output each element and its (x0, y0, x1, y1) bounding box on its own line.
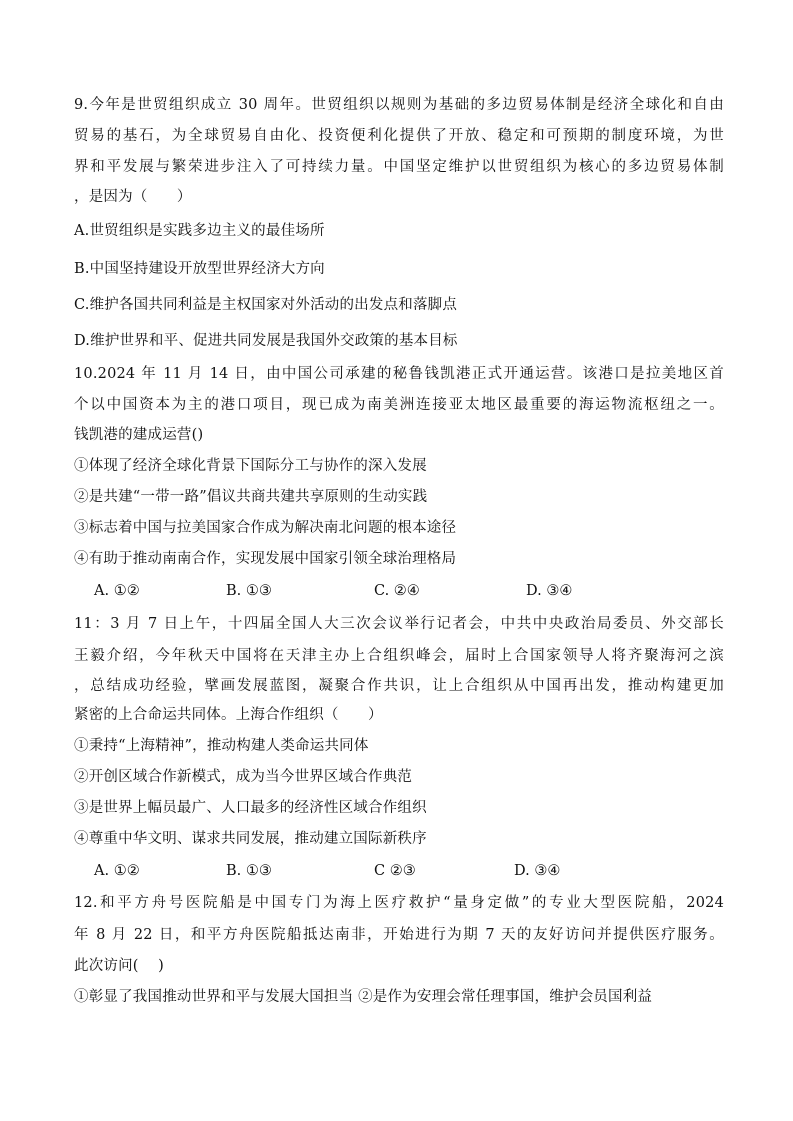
q9-option-c: C.维护各国共同利益是主权国家对外活动的出发点和落脚点 (74, 297, 458, 313)
q11-choice-a: A. ①② (94, 863, 140, 879)
q11-choices (94, 860, 654, 882)
q11-statement-1: ①秉持“上海精神”，推动构建人类命运共同体 (74, 738, 369, 754)
q10-statement-3: ③标志着中国与拉美国家合作成为解决南北问题的根本途径 (74, 520, 457, 536)
q11-choice-c: C ②③ (374, 863, 416, 879)
q10-choices (94, 580, 654, 602)
q11-stem-line-3: ，总结成功经验，擘画发展蓝图，凝聚合作共识，让上合组织从中国再出发，推动构建更加 (74, 678, 724, 694)
q12-stem-line-3: 此次访问( ) (74, 958, 165, 974)
q10-choice-a: A. ①② (94, 583, 140, 599)
q11-stem-line-1: 11：3 月 7 日上午，十四届全国人大三次会议举行记者会，中共中央政治局委员、外交部长 (74, 616, 724, 632)
q10-choice-d: D. ③④ (526, 583, 573, 599)
q11-stem-line-4: 紧密的上合命运共同体。上海合作组织（ ） (74, 707, 383, 723)
q11-statement-4: ④尊重中华文明、谋求共同发展，推动建立国际新秩序 (74, 831, 427, 847)
q12-stem-line-1: 12.和平方舟号医院船是中国专门为海上医疗救护“量身定做”的专业大型医院船，2024 (74, 895, 724, 911)
q9-option-b: B.中国坚持建设开放型世界经济大方向 (74, 261, 325, 277)
q10-stem-line-3: 钱凯港的建成运营() (74, 427, 204, 443)
q11-statement-2: ②开创区域合作新模式，成为当今世界区域合作典范 (74, 769, 413, 785)
q11-choice-b: B. ①③ (226, 863, 272, 879)
q12-statement-1: ①彰显了我国推动世界和平与发展大国担当 ②是作为安理会常任理事国，维护会员国利益 (74, 989, 653, 1005)
q9-stem-line-4: ，是因为（ ） (74, 189, 192, 205)
q9-stem-line-3: 界和平发展与繁荣进步注入了可持续力量。中国坚定维护以世贸组织为核心的多边贸易体制 (74, 159, 724, 175)
q10-statement-1: ①体现了经济全球化背景下国际分工与协作的深入发展 (74, 458, 427, 474)
q10-stem-line-1: 10.2024 年 11 月 14 日，由中国公司承建的秘鲁钱凯港正式开通运营。该港口是拉美地区首 (74, 366, 724, 382)
q10-choice-b: B. ①③ (226, 583, 272, 599)
q12-stem-line-2: 年 8 月 22 日，和平方舟医院船抵达南非，开始进行为期 7 天的友好访问并提供医疗服务。 (74, 927, 724, 943)
q10-statement-2: ②是共建“一带一路”倡议共商共建共享原则的生动实践 (74, 489, 428, 505)
q10-statement-4: ④有助于推动南南合作，实现发展中国家引领全球治理格局 (74, 551, 457, 567)
q9-stem-line-1: 9.今年是世贸组织成立 30 周年。世贸组织以规则为基础的多边贸易体制是经济全球化和自由 (74, 97, 724, 113)
q9-stem-line-2: 贸易的基石，为全球贸易自由化、投资便利化提供了开放、稳定和可预期的制度环境，为世 (74, 128, 724, 144)
q9-option-a: A.世贸组织是实践多边主义的最佳场所 (74, 223, 325, 239)
q9-option-d: D.维护世界和平、促进共同发展是我国外交政策的基本目标 (74, 333, 458, 349)
q11-statement-3: ③是世界上幅员最广、人口最多的经济性区域合作组织 (74, 800, 427, 816)
q11-choice-d: D. ③④ (514, 863, 561, 879)
q10-choice-c: C. ②④ (374, 583, 420, 599)
q11-stem-line-2: 王毅介绍，今年秋天中国将在天津主办上合组织峰会，届时上合国家领导人将齐聚海河之滨 (74, 648, 724, 664)
q10-stem-line-2: 个以中国资本为主的港口项目，现已成为南美洲连接亚太地区最重要的海运物流枢纽之一。 (74, 397, 724, 413)
